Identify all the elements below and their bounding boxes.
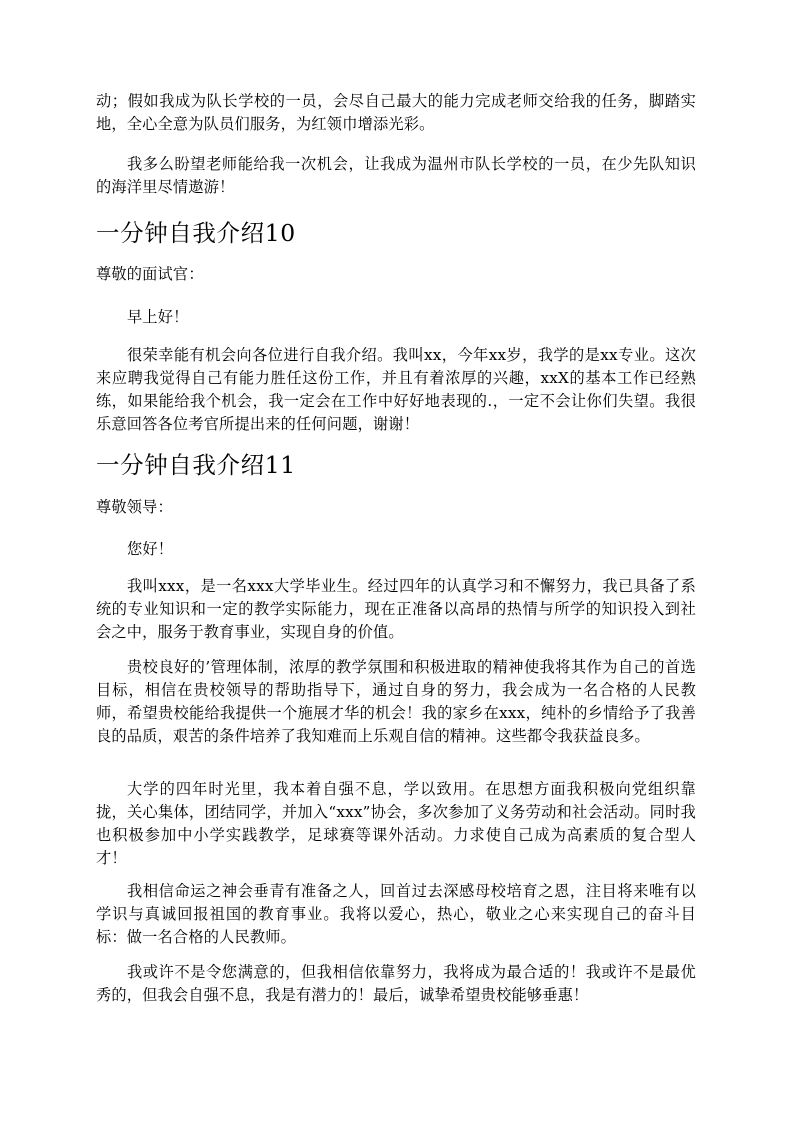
section-heading-10: 一分钟自我介绍10 [96, 219, 296, 247]
section-heading-11: 一分钟自我介绍11 [96, 451, 296, 479]
paragraph-graduate: 我叫xxx，是一名xxx大学毕业生。经过四年的认真学习和不懈努力，我已具备了系统的专业知识和一定的教学实际能力，现在正准备以高昂的热情与所学的知识投入到社会之中，服务于教育事业，实现自身的价值。 [96, 577, 696, 641]
paragraph-closing-duty: 动；假如我成为队长学校的一员，会尽自己最大的能力完成老师交给我的任务，脚踏实地，全心全意为队员们服务，为红领巾增添光彩。 [96, 92, 696, 133]
paragraph-closing-hope: 我或许不是令您满意的，但我相信依靠努力，我将成为最合适的！我或许不是最优秀的，但我会自强不息，我是有潜力的！最后，诚挚希望贵校能够垂惠！ [96, 963, 696, 1004]
paragraph-self-intro-10: 很荣幸能有机会向各位进行自我介绍。我叫xx，今年xx岁，我学的是xx专业。这次来应聘我觉得自己有能力胜任这份工作，并且有着浓厚的兴趣，xxX的基本工作已经熟练，如果能给我个机会，我一定会在工作中好好地表现的.，一定不会让你们失望。我很乐意回答各位考官所提出来的任何问题，谢谢！ [96, 346, 696, 433]
salutation-interviewer: 尊敬的面试官： [96, 265, 204, 283]
paragraph-hope-chance: 我多么盼望老师能给我一次机会，让我成为温州市队长学校的一员，在少先队知识的海洋里尽情遨游！ [96, 155, 696, 196]
paragraph-school-choice: 贵校良好的’管理体制，浓厚的教学氛围和积极进取的精神使我将其作为自己的首选目标，相信在贵校领导的帮助指导下，通过自身的努力，我会成为一名合格的人民教师，希望贵校能给我提供一个施展才华的机会！我的家乡在xxx，纯朴的乡情给予了我善良的品质，艰苦的条件培养了我知难而上乐观自信的精神。这些都令我获益良多。 [96, 658, 696, 745]
paragraph-university-years: 大学的四年时光里，我本着自强不息，学以致用。在思想方面我积极向党组织靠拢，关心集体，团结同学，并加入“xxx”协会，多次参加了义务劳动和社会活动。同时我也积极参加中小学实践教学，足球赛等课外活动。力求使自己成为高素质的复合型人才！ [96, 780, 696, 867]
salutation-leader: 尊敬领导： [96, 498, 173, 516]
greeting-hello: 您好！ [127, 540, 174, 558]
greeting-morning: 早上好！ [127, 308, 189, 326]
paragraph-destiny: 我相信命运之神会垂青有准备之人，回首过去深感母校培育之恩，注目将来唯有以学识与真诚回报祖国的教育事业。我将以爱心，热心，敬业之心来实现自己的奋斗目标：做一名合格的人民教师。 [96, 882, 696, 946]
document-page [96, 90, 696, 136]
